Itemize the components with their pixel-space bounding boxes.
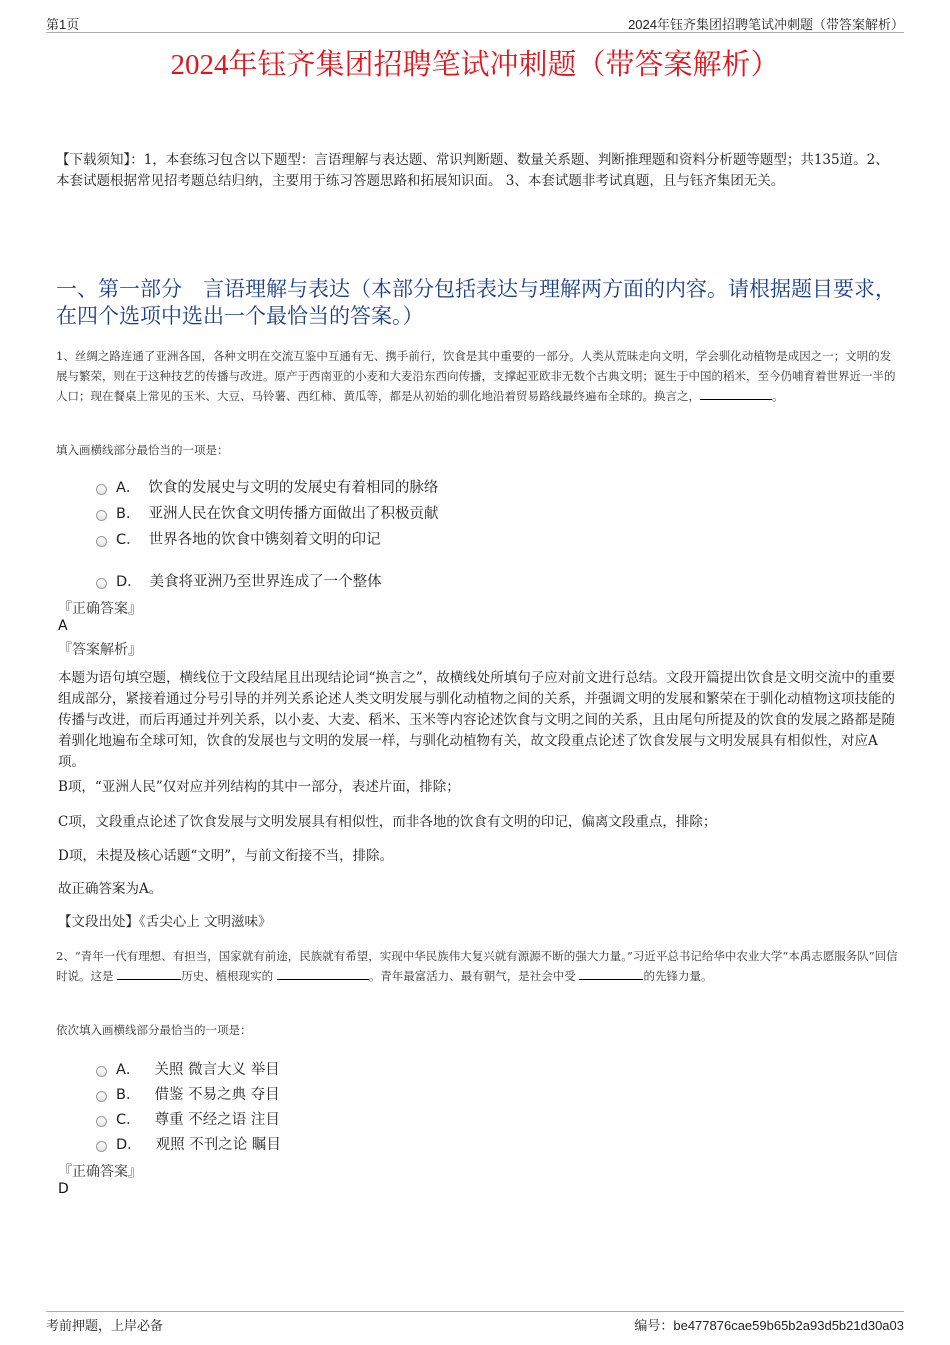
header-doc-title: 2024年钰齐集团招聘笔试冲刺题（带答案解析） [628, 17, 904, 32]
question-1-option-d[interactable] [96, 570, 382, 591]
radio-icon[interactable] [96, 1116, 107, 1127]
question-2-prompt: 依次填入画横线部分最恰当的一项是： [56, 1023, 252, 1037]
radio-icon[interactable] [96, 484, 107, 495]
option-text: 尊重 不经之语 注目 [154, 1112, 280, 1128]
option-letter: B． [116, 506, 141, 522]
question-1-option-c[interactable] [96, 528, 381, 549]
option-text: 美食将亚洲乃至世界连成了一个整体 [149, 574, 382, 590]
analysis-option-b: B项，“亚洲人民”仅对应并列结构的其中一部分，表述片面，排除； [58, 779, 460, 795]
question-2-option-b[interactable] [96, 1083, 280, 1104]
question-2-option-d[interactable] [96, 1133, 281, 1154]
option-letter: A． [116, 1062, 141, 1078]
fill-blank [277, 967, 369, 980]
option-letter: C． [116, 532, 141, 548]
radio-icon[interactable] [96, 1091, 107, 1102]
option-letter: D． [116, 1137, 142, 1153]
option-text: 世界各地的饮食中镌刻着文明的印记 [148, 532, 381, 548]
analysis-conclusion: 故正确答案为A。 [58, 881, 163, 897]
page-number: 第1页 [46, 17, 80, 32]
question-2-text: 历史、植根现实的 [181, 969, 277, 983]
footer-slogan: 考前押题，上岸必备 [46, 1318, 164, 1333]
document-title: 2024年钰齐集团招聘笔试冲刺题（带答案解析） [170, 49, 780, 81]
analysis-option-c: C项，文段重点论述了饮食发展与文明发展具有相似性，而非各地的饮食有文明的印记，偏离文段重点，排除； [58, 814, 717, 830]
fill-blank [579, 967, 643, 980]
question-2-option-c[interactable] [96, 1108, 280, 1129]
fill-blank [117, 967, 181, 980]
analysis-label: 『答案解析』 [58, 642, 142, 658]
footer-serial: 编号：be477876cae59b65b2a93d5b21d30a03 [634, 1318, 904, 1333]
download-notice: 【下载须知】：1，本套练习包含以下题型：言语理解与表达题、常识判断题、数量关系题、判断推理题和资料分析题等题型；共135道。2、本套试题根据常见招考题总结归纳，主要用于练习答题思路和拓展知识面。 3、本套试题非考试真题，且与钰齐集团无关。 [56, 152, 889, 189]
correct-answer-value: D [58, 1181, 69, 1197]
question-1-text-end: 。 [772, 389, 784, 403]
option-text: 关照 微言大义 举目 [154, 1062, 280, 1078]
radio-icon[interactable] [96, 1066, 107, 1077]
correct-answer-value: A [58, 618, 68, 634]
option-letter: B． [116, 1087, 141, 1103]
question-1-stem [56, 346, 901, 406]
option-text: 观照 不刊之论 瞩目 [155, 1137, 281, 1153]
question-2-option-a[interactable] [96, 1058, 280, 1079]
question-1-prompt: 填入画横线部分最恰当的一项是： [56, 443, 229, 457]
radio-icon[interactable] [96, 1141, 107, 1152]
question-2-text: 。青年最富活力、最有朝气，是社会中受 [368, 969, 580, 983]
question-1-option-b[interactable] [96, 502, 438, 523]
passage-source: 【文段出处】《舌尖心上 文明滋味》 [58, 914, 272, 930]
question-1-option-a[interactable] [96, 476, 438, 497]
analysis-option-d: D项，未提及核心话题“文明”，与前文衔接不当，排除。 [58, 848, 394, 864]
page-header [46, 14, 904, 33]
analysis-paragraph: 本题为语句填空题，横线位于文段结尾且出现结论词“换言之”，故横线处所填句子应对前文进行总结。文段开篇提出饮食是文明交流中的重要组成部分，紧接着通过分号引导的并列关系论述人类文明发展与驯化动植物之间的关系，并强调文明的发展和繁荣在于驯化动植物这项技能的传播与改进，而后再通过并列关系，以小麦、大麦、稻米、玉米等内容论述饮食与文明之间的关系，且由尾句所提及的饮食的发展之路都是随着驯化地遍布全球可知，饮食的发展也与文明的发展一样，与驯化动植物有关，故文段重点论述了饮食发展与文明发展具有相似性，对应A项。 [58, 670, 896, 770]
option-letter: D． [116, 574, 142, 590]
fill-blank [700, 387, 772, 400]
section-heading: 一、第一部分 言语理解与表达（本部分包括表达与理解两方面的内容。请根据题目要求，在四个选项中选出一个最恰当的答案。） [56, 277, 896, 328]
option-letter: A． [116, 480, 141, 496]
question-1-text: 1、丝绸之路连通了亚洲各国，各种文明在交流互鉴中互通有无、携手前行，饮食是其中重要的一部分。人类从荒昧走向文明，学会驯化动植物是成因之一；文明的发展与繁荣，则在于这种技艺的传播与改进。原产于西南亚的小麦和大麦沿东西向传播，支撑起亚欧非无数个古典文明；诞生于中国的稻米，至今仍哺育着世界近一半的人口；现在餐桌上常见的玉米、大豆、马铃薯、西红柿、黄瓜等，都是从初始的驯化地沿着贸易路线最终遍布全球的。换言之， [56, 349, 896, 403]
question-2-text: 2、“青年一代有理想、有担当，国家就有前途，民族就有希望，实现中华民族伟大复兴就有源源不断的强大力量。”习近平总书记给华中农业大学“本禹志愿服务队”回信时说。这是 [56, 949, 898, 983]
correct-answer-label: 『正确答案』 [58, 1164, 142, 1180]
radio-icon[interactable] [96, 510, 107, 521]
correct-answer-label: 『正确答案』 [58, 601, 142, 617]
question-2-stem [56, 946, 901, 986]
option-text: 借鉴 不易之典 夺目 [154, 1087, 280, 1103]
question-2-text: 的先锋力量。 [643, 969, 713, 983]
radio-icon[interactable] [96, 536, 107, 547]
radio-icon[interactable] [96, 578, 107, 589]
option-letter: C． [116, 1112, 141, 1128]
option-text: 饮食的发展史与文明的发展史有着相同的脉络 [148, 480, 439, 496]
option-text: 亚洲人民在饮食文明传播方面做出了积极贡献 [148, 506, 439, 522]
page-footer [46, 1311, 904, 1333]
